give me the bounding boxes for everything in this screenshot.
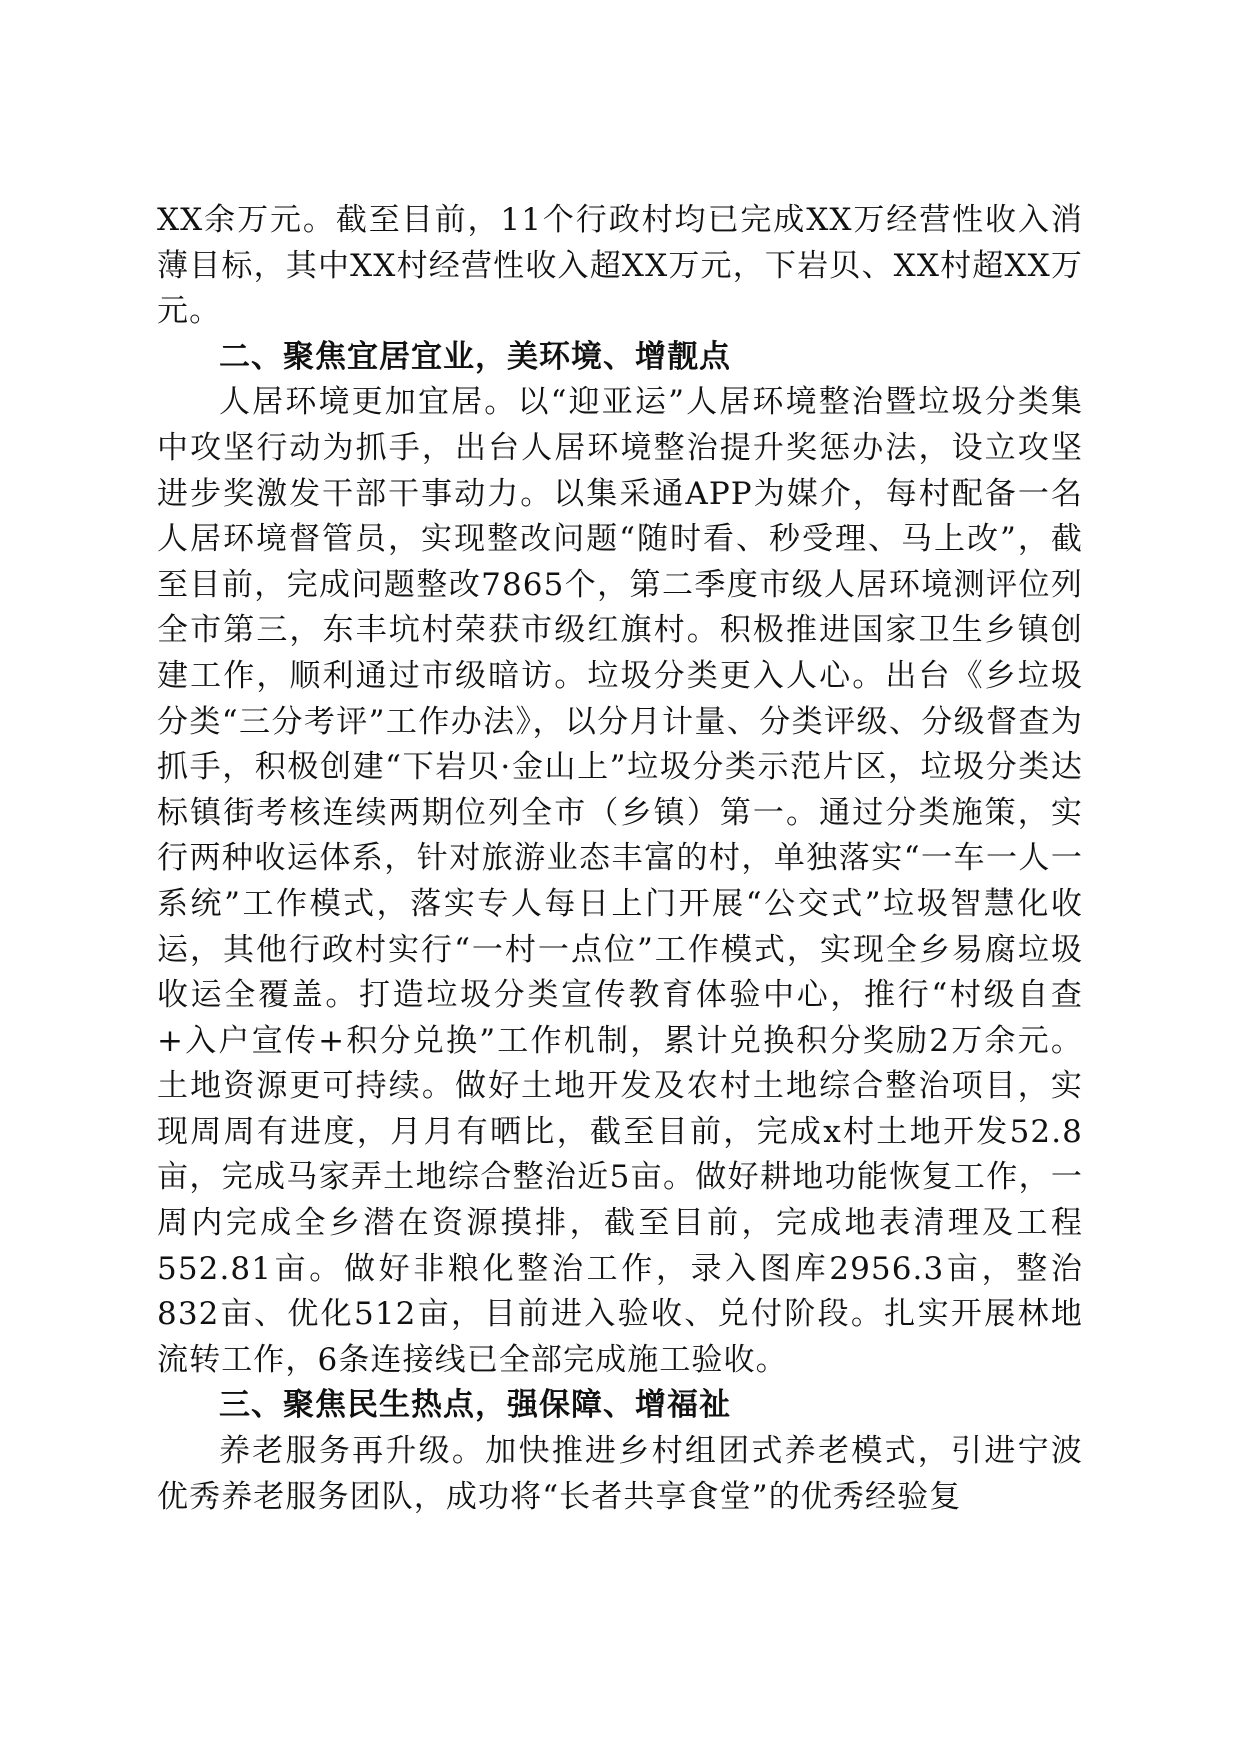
document-body — [157, 198, 1083, 1520]
section-heading-2: 二、聚焦宜居宜业，美环境、增靓点 — [219, 338, 731, 375]
section-heading-3: 三、聚焦民生热点，强保障、增福祉 — [219, 1387, 731, 1424]
paragraph-living-environment: 人居环境更加宜居。以“迎亚运”人居环境整治暨垃圾分类集中攻坚行动为抓手，出台人居环境整治提升奖惩办法，设立攻坚进步奖激发干部干事动力。以集采通APP为媒介，每村配备一名人居环境督管员，实现整改问题“随时看、秒受理、马上改”，截至目前，完成问题整改7865个，第二季度市级人居环境测评位列全市第三，东丰坑村荣获市级红旗村。积极推进国家卫生乡镇创建工作，顺利通过市级暗访。垃圾分类更入人心。出台《乡垃圾分类“三分考评”工作办法》，以分月计量、分类评级、分级督查为抓手，积极创建“下岩贝·金山上”垃圾分类示范片区，垃圾分类达标镇街考核连续两期位列全市（乡镇）第一。通过分类施策，实行两种收运体系，针对旅游业态丰富的村，单独落实“一车一人一系统”工作模式，落实专人每日上门开展“公交式”垃圾智慧化收运，其他行政村实行“一村一点位”工作模式，实现全乡易腐垃圾收运全覆盖。打造垃圾分类宣传教育体验中心，推行“村级自查+入户宣传+积分兑换”工作机制，累计兑换积分奖励2万余元。土地资源更可持续。做好土地开发及农村土地综合整治项目，实现周周有进度，月月有晒比，截至目前，完成x村土地开发52.8亩，完成马家弄土地综合整治近5亩。做好耕地功能恢复工作，一周内完成全乡潜在资源摸排，截至目前，完成地表清理及工程552.81亩。做好非粮化整治工作，录入图库2956.3亩，整治832亩、优化512亩，目前进入验收、兑付阶段。扎实开展林地流转工作，6条连接线已全部完成施工验收。 — [157, 384, 1083, 1378]
paragraph-continuation: XX余万元。截至目前，11个行政村均已完成XX万经营性收入消薄目标，其中XX村经营性收入超XX万元，下岩贝、XX村超XX万元。 — [157, 202, 1083, 330]
paragraph-elderly-care: 养老服务再升级。加快推进乡村组团式养老模式，引进宁波优秀养老服务团队，成功将“长者共享食堂”的优秀经验复 — [157, 1433, 1083, 1515]
